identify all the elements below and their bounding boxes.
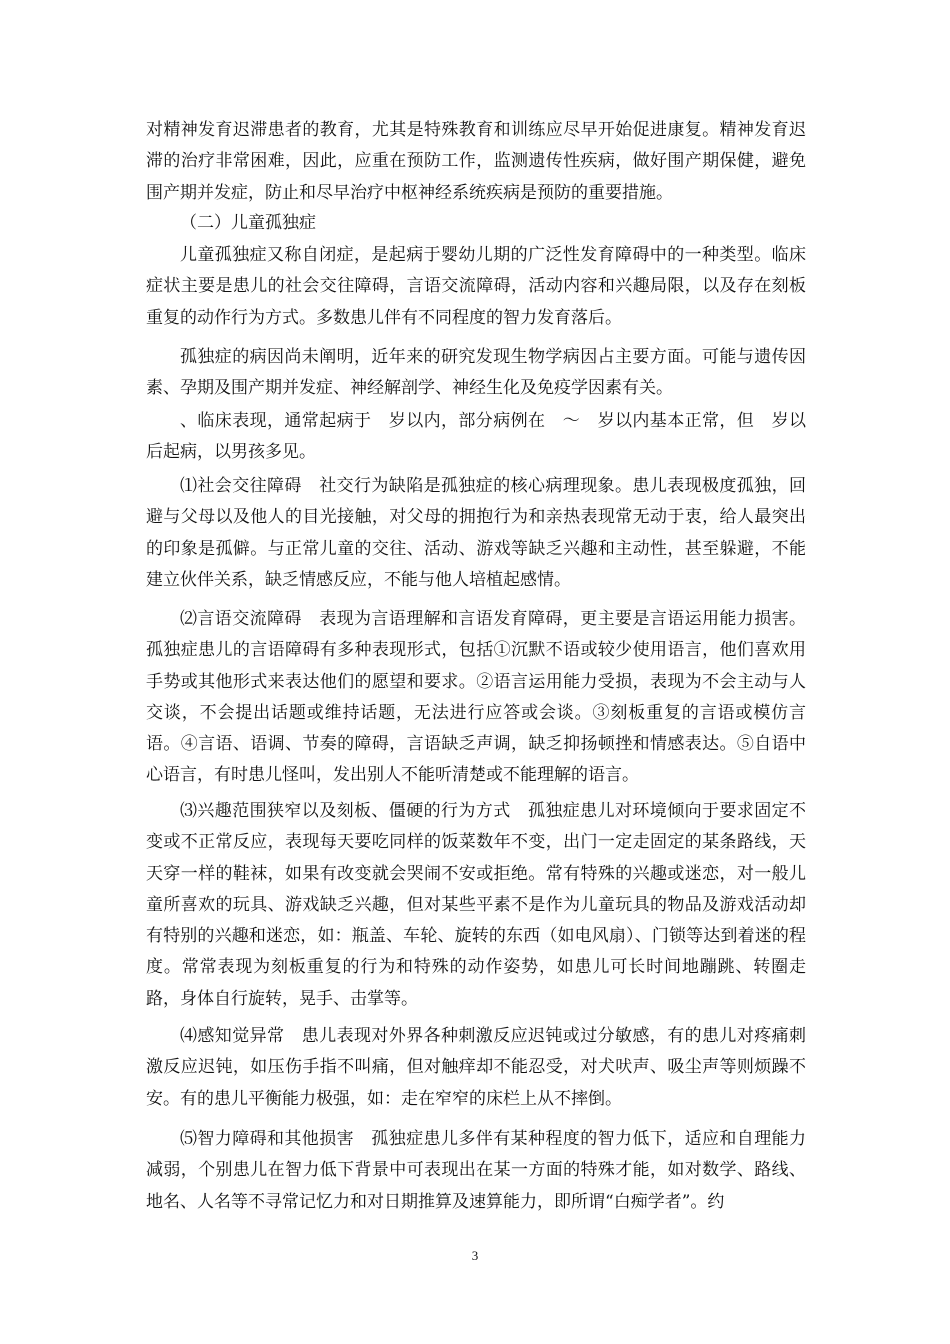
paragraph-intellectual-disability: ⑸智力障碍和其他损害 孤独症患儿多伴有某种程度的智力低下，适应和自理能力减弱，个别患儿在智力低下背景中可表现出在某一方面的特殊才能，如对数学、路线、地名、人名等不寻常记忆力和对日期推算及速算能力，即所谓“白痴学者”。约 <box>146 1129 806 1212</box>
paragraph-social-impairment: ⑴社会交往障碍 社交行为缺陷是孤独症的核心病理现象。患儿表现极度孤独，回避与父母以及他人的目光接触，对父母的拥抱行为和亲热表现常无动于衷，给人最突出的印象是孤僻。与正常儿童的交往、活动、游戏等缺乏兴趣和主动性，甚至躲避，不能建立伙伴关系，缺乏情感反应，不能与他人培植起感情。 <box>146 476 806 590</box>
paragraph-clinical-onset: 、临床表现，通常起病于 岁以内，部分病例在 ～ 岁以内基本正常，但 岁以后起病，以男孩多见。 <box>146 411 806 463</box>
page-number: 3 <box>471 1248 479 1263</box>
paragraph-sensory-abnormality: ⑷感知觉异常 患儿表现对外界各种刺激反应迟钝或过分敏感，有的患儿对疼痛刺激反应迟钝，如压伤手指不叫痛，但对触痒却不能忍受，对犬吠声、吸尘声等则烦躁不安。有的患儿平衡能力极强，如：走在窄窄的床栏上从不摔倒。 <box>146 1026 806 1109</box>
paragraph-restricted-interests: ⑶兴趣范围狭窄以及刻板、僵硬的行为方式 孤独症患儿对环境倾向于要求固定不变或不正常反应，表现每天要吃同样的饭菜数年不变，出门一定走固定的某条路线，天天穿一样的鞋袜，如果有改变就会哭闹不安或拒绝。常有特殊的兴趣或迷恋，对一般儿童所喜欢的玩具、游戏缺乏兴趣，但对某些平素不是作为儿童玩具的物品及游戏活动却有特别的兴趣和迷恋，如：瓶盖、车轮、旋转的东西（如电风扇）、门锁等达到着迷的程度。常常表现为刻板重复的行为和特殊的动作姿势，如患儿可长时间地蹦跳、转圈走路，身体自行旋转，晃手、击掌等。 <box>146 801 806 1009</box>
paragraph-etiology: 孤独症的病因尚未阐明，近年来的研究发现生物学病因占主要方面。可能与遗传因素、孕期及围产期并发症、神经解剖学、神经生化及免疫学因素有关。 <box>146 347 806 399</box>
section-heading-autism: （二）儿童孤独症 <box>180 213 316 233</box>
paragraph-language-impairment: ⑵言语交流障碍 表现为言语理解和言语发育障碍，更主要是言语运用能力损害。孤独症患儿的言语障碍有多种表现形式，包括①沉默不语或较少使用语言，他们喜欢用手势或其他形式来表达他们的愿望和要求。②语言运用能力受损，表现为不会主动与人交谈，不会提出话题或维持话题，无法进行应答或会谈。③刻板重复的言语或模仿言语。④言语、语调、节奏的障碍，言语缺乏声调，缺乏抑扬顿挫和情感表达。⑤自语中心语言，有时患儿怪叫，发出别人不能听清楚或不能理解的语言。 <box>146 609 806 786</box>
paragraph-autism-definition: 儿童孤独症又称自闭症，是起病于婴幼儿期的广泛性发育障碍中的一种类型。临床症状主要是患儿的社会交往障碍，言语交流障碍，活动内容和兴趣局限，以及存在刻板重复的动作行为方式。多数患儿伴有不同程度的智力发育落后。 <box>146 245 806 328</box>
paragraph-prevention: 对精神发育迟滞患者的教育，尤其是特殊教育和训练应尽早开始促进康复。精神发育迟滞的治疗非常困难，因此，应重在预防工作，监测遗传性疾病，做好围产期保健，避免围产期并发症，防止和尽早治疗中枢神经系统疾病是预防的重要措施。 <box>146 120 806 203</box>
